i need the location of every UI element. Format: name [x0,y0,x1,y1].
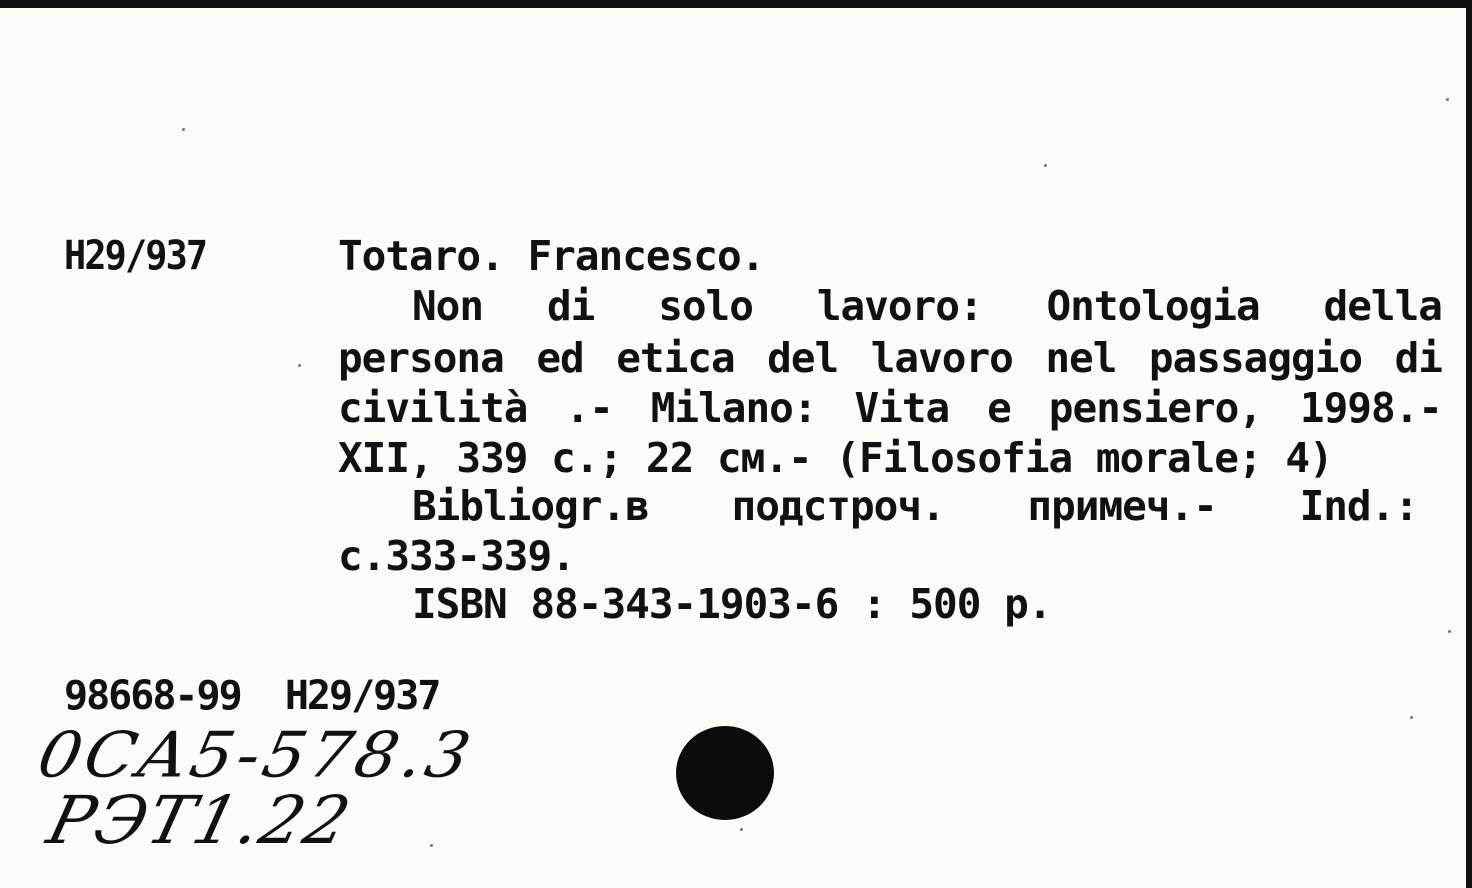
title-line-2 [338,334,1442,382]
word: lavoro: [816,282,983,330]
accession-number: 98668-99 H29/937 [64,673,440,719]
word: nel [1045,334,1117,382]
word: примеч.- [1027,482,1217,530]
word: Non [412,282,484,330]
scan-speck [1044,164,1047,167]
punch-hole [676,726,774,820]
word: Ind.: [1299,482,1418,530]
word: Ontologia [1046,282,1260,330]
scan-speck [1446,98,1449,101]
imprint-line [338,384,1442,432]
word: Vita [854,384,950,432]
shelfmark: H29/937 [64,233,207,279]
isbn-line: ISBN 88-343-1903-6 : 500 р. [412,580,1052,628]
title-line-1 [412,282,1442,330]
notes-line-2: c.333-339. [338,532,575,580]
word: pensiero, [1048,384,1262,432]
word: Bibliogr.в [412,482,649,530]
handwritten-code: PЭT1.22 [40,782,360,859]
word: .- [565,384,613,432]
word: civilità [338,384,528,432]
word: di [546,282,595,330]
word: Milano: [650,384,817,432]
word: della [1323,282,1442,330]
collation-line: XII, 339 c.; 22 см.- (Filosofia morale; 4) [338,434,1333,482]
scan-speck [430,844,433,847]
scan-speck [182,128,185,131]
scan-speck [298,364,301,367]
notes-line-1 [412,482,1418,530]
scan-speck [1410,716,1413,719]
scan-speck [1448,630,1451,633]
word: подстроч. [731,482,945,530]
word: 1998.- [1299,384,1442,432]
handwritten-classification: 0CA5-578.3 [31,718,481,792]
word: etica [616,334,735,382]
word: solo [658,282,753,330]
word: passaggio [1148,334,1363,382]
word: di [1394,334,1442,382]
word: e [987,384,1011,432]
word: ed [536,334,584,382]
author-heading: Totaro. Francesco. [338,232,765,280]
word: del [767,334,839,382]
scan-speck [740,828,743,831]
word: persona [338,334,504,382]
word: lavoro [870,334,1013,382]
